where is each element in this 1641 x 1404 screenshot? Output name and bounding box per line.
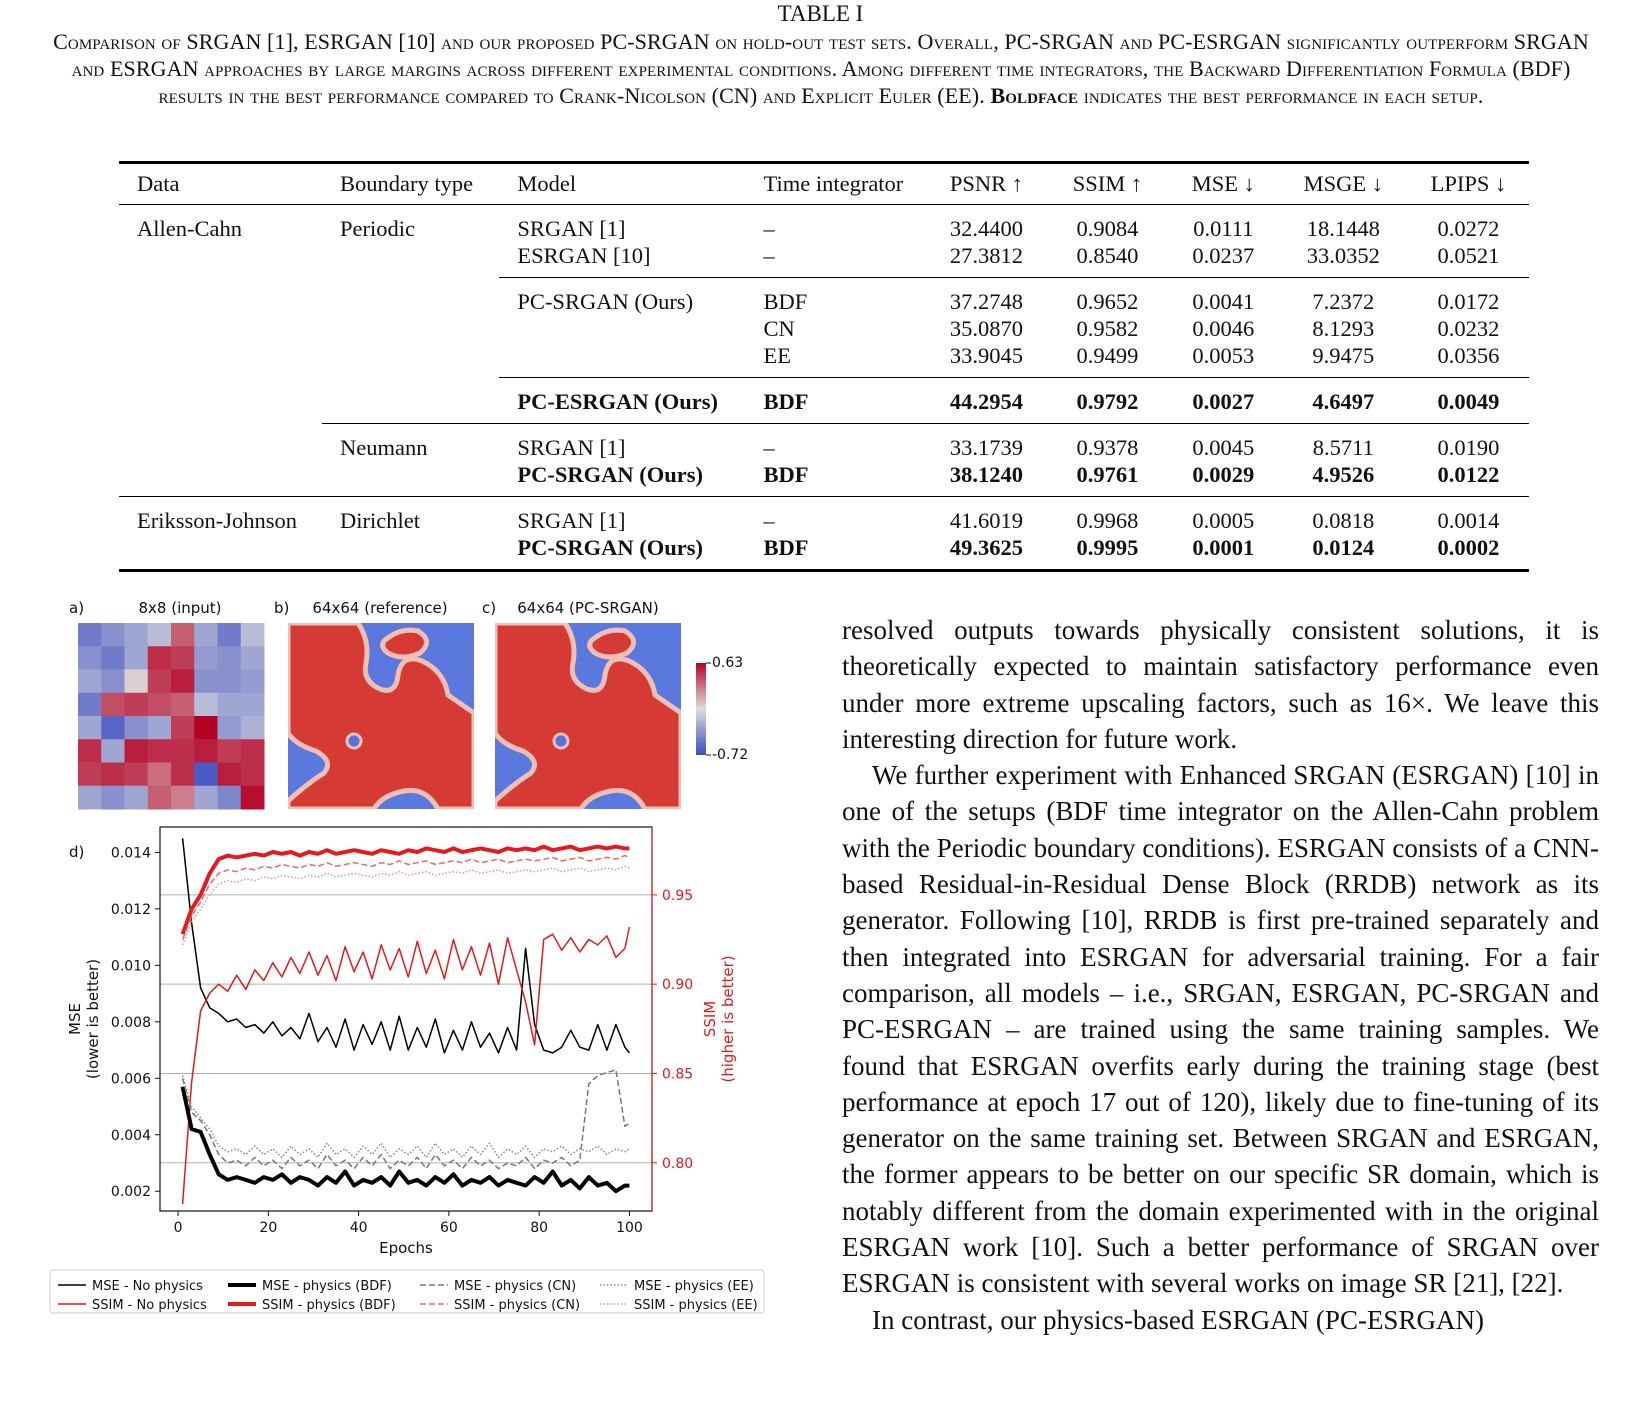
panel-d-letter: d) [69,843,85,861]
table-cell-data [119,461,322,497]
input-cell [194,763,218,787]
table-cell-boundary [322,242,499,278]
table-cell-msge: 4.6497 [1279,378,1408,424]
table-cell-integrator: CN [763,316,795,341]
table-cell-msge: 0.0124 [1279,534,1408,571]
table-cell-boundary: Dirichlet [322,497,499,535]
series-line-3 [183,847,630,935]
table-cell-ssim: 0.9995 [1047,534,1168,571]
header-ssim: SSIM ↑ [1072,171,1143,196]
results-table [119,161,1529,572]
table-cell-mse: 0.0001 [1168,534,1279,571]
table-cell-boundary [322,315,499,342]
table-cell-mse: 0.0045 [1168,424,1279,462]
input-cell [148,693,172,717]
panel-a-letter: a) [69,599,85,618]
table-row [119,315,1529,342]
header-model: Model [517,171,577,196]
table-cell-msge: 8.1293 [1312,316,1375,341]
input-cell [171,739,195,763]
table-cell-integrator: BDF [746,378,926,424]
input-cell [218,623,242,647]
table-row [119,534,1529,571]
input-cell [148,623,172,647]
table-cell-psnr: 37.2748 [926,278,1047,316]
table-cell-ssim: 0.8540 [1076,243,1139,268]
y-axis-label-sub: (lower is better) [84,958,102,1080]
input-cell [78,693,102,717]
input-cell [148,646,172,670]
table-cell-msge: 9.9475 [1312,343,1375,368]
table-row [119,378,1529,424]
header-data: Data [137,171,180,196]
panel-c-title: 64x64 (PC-SRGAN) [517,599,659,618]
y-tick-label: 0.004 [110,1127,151,1144]
input-cell [194,693,218,717]
input-cell [218,646,242,670]
input-cell [125,786,149,810]
y2-axis-label: SSIM [701,1000,719,1038]
input-cell [241,623,265,647]
reference-field [288,623,474,809]
table-cell-model: PC-ESRGAN (Ours) [499,378,745,424]
table-row [119,461,1529,497]
table-cell-psnr: 33.1739 [926,424,1047,462]
panel-b-title: 64x64 (reference) [312,599,448,618]
input-cell [194,623,218,647]
table-cell-data [119,242,322,278]
input-cell [171,646,195,670]
table-cell-data [119,315,322,342]
table-cell-mse: 0.0027 [1168,378,1279,424]
table-cell-boundary [322,342,499,378]
table-cell-msge: 7.2372 [1279,278,1408,316]
table-cell-boundary [322,278,499,316]
table-cell-data: Eriksson-Johnson [119,497,322,535]
input-cell [241,716,265,740]
input-cell [241,670,265,694]
table-cell-psnr: 35.0870 [949,316,1024,341]
table-cell-integrator: BDF [763,462,809,487]
table-cell-model [499,315,745,342]
input-cell [171,786,195,810]
table-row [119,497,1529,535]
table-cell-integrator: – [763,243,775,268]
table-cell-lpips: 0.0002 [1408,534,1529,571]
input-cell [194,646,218,670]
header-msge: MSGE ↓ [1303,171,1384,196]
y-axis-label: MSE [66,1003,84,1035]
table-cell-boundary [322,461,499,497]
plot-frame [160,827,652,1211]
colorbar [696,663,706,755]
input-cell [101,670,125,694]
table-cell-ssim: 0.9652 [1047,278,1168,316]
series-line-6 [183,1076,630,1158]
table-cell-ssim: 0.9968 [1047,497,1168,535]
input-cell [101,693,125,717]
table-cell-boundary: Periodic [340,216,416,241]
plot-area [183,838,630,1204]
input-cell [218,693,242,717]
x-tick-label: 80 [530,1220,549,1236]
input-cell [125,670,149,694]
input-cell [218,739,242,763]
colorbar-max-label: 0.63 [712,655,744,671]
input-cell [125,623,149,647]
y-tick-label: 0.002 [110,1184,151,1201]
table-cell-integrator: BDF [746,534,926,571]
y-tick-label: 0.014 [110,845,151,862]
table-cell-data [119,278,322,316]
input-cell [101,716,125,740]
table-cell-model [499,342,745,378]
input-cell [148,786,172,810]
input-cell [101,763,125,787]
table-caption [48,28,1594,109]
input-cell [148,739,172,763]
caption-bold: Boldface [990,83,1079,108]
input-cell [171,670,195,694]
y-tick-label: 0.010 [110,958,151,975]
caption-end: indicates the best performance in each setup. [1083,83,1484,108]
panel-c-letter: c) [482,599,497,618]
x-tick-label: 0 [173,1220,183,1236]
legend-entry: MSE - No physics [92,1279,203,1294]
input-cell [218,786,242,810]
input-cell [101,623,125,647]
legend-entry: SSIM - physics (EE) [634,1298,758,1313]
table-row [119,278,1529,316]
table-cell-msge: 18.1448 [1306,216,1380,241]
table-cell-integrator: – [746,424,926,462]
prediction-field [495,623,681,809]
input-cell [218,763,242,787]
y2-tick-label: 0.90 [662,977,694,994]
table-cell-msge: 0.0818 [1279,497,1408,535]
table-cell-data [119,342,322,378]
table-cell-msge: 4.9526 [1312,462,1375,487]
table-cell-data [119,378,322,424]
table-cell-mse: 0.0053 [1192,343,1255,368]
table-cell-model: SRGAN [1] [517,216,626,241]
input-cell [78,670,102,694]
x-tick-label: 100 [616,1220,643,1236]
y2-tick-label: 0.95 [662,887,694,904]
table-cell-mse: 0.0005 [1168,497,1279,535]
body-text [842,612,1599,1338]
header-psnr: PSNR ↑ [949,171,1024,196]
table-cell-data: Allen-Cahn [137,216,242,241]
x-tick-label: 20 [259,1220,278,1236]
header-mse: MSE ↓ [1191,171,1255,196]
figure-svg [50,599,810,1399]
table-label: TABLE I [777,1,864,26]
table-row [119,342,1529,378]
table-cell-lpips: 0.0272 [1437,216,1500,241]
legend-entry: SSIM - No physics [92,1298,207,1313]
input-cell [101,646,125,670]
table-cell-psnr: 44.2954 [926,378,1047,424]
input-cell [194,716,218,740]
input-cell [241,693,265,717]
figure [50,599,810,1399]
y-tick-label: 0.008 [110,1014,151,1031]
legend-entry: MSE - physics (BDF) [262,1279,392,1294]
table-cell-mse: 0.0111 [1193,216,1254,241]
input-cell [101,786,125,810]
table-cell-lpips: 0.0190 [1408,424,1529,462]
y-tick-label: 0.006 [110,1071,151,1088]
series-line-7 [183,866,630,945]
input-cell [78,716,102,740]
table-cell-psnr: 27.3812 [949,243,1024,268]
table-cell-psnr: 38.1240 [949,462,1024,487]
input-cell [241,763,265,787]
input-cell [241,646,265,670]
table-body [119,205,1529,571]
input-cell [125,646,149,670]
input-cell [78,786,102,810]
header-lpips: LPIPS ↓ [1430,171,1507,196]
input-cell [148,716,172,740]
table-cell-model: ESRGAN [10] [517,243,651,268]
table-cell-psnr: 33.9045 [949,343,1024,368]
input-cell [125,716,149,740]
paragraph-2: We further experiment with Enhanced SRGAN (ESRGAN) [10] in one of the setups (BDF time integrator on the Allen-Cahn problem with the Periodic boundary conditions). ESRGAN consists of a CNN-based Residual-in-Residual Dense Block (RRDB) network as its generator. Following [10], RRDB is first pre-trained separately and then integrated into ESRGAN for adversarial training. For a fair comparison, all models – i.e., SRGAN, ESRGAN, PC-SRGAN and PC-ESRGAN – are trained using the same training samples. We found that ESRGAN overfits early during the training stage (best performance at epoch 17 out of 120), likely due to fine-tuning of its generator on the same training set. Between SRGAN and ESRGAN, the former appears to be better on our specific SR domain, which is notably different from the domain experimented with in the original ESRGAN work [10]. Such a better performance of SRGAN over ESRGAN is consistent with several works on image SR [21], [22]. [842,760,1599,1299]
input-cell [78,646,102,670]
table-cell-ssim: 0.9084 [1076,216,1139,241]
input-cell [148,763,172,787]
input-cell [78,739,102,763]
input-cell [171,623,195,647]
table-cell-integrator: BDF [746,278,926,316]
input-cell [194,739,218,763]
input-cell [218,670,242,694]
table-cell-boundary [322,534,499,571]
table-cell-mse: 0.0237 [1192,243,1255,268]
colorbar-min-label: -0.72 [712,747,749,763]
header-boundary: Boundary type [340,171,474,196]
series-line-2 [183,1087,630,1191]
input-cell [148,670,172,694]
y2-tick-label: 0.80 [662,1155,694,1172]
series-line-0 [183,838,630,1053]
input-cell [171,716,195,740]
table-cell-lpips: 0.0356 [1437,343,1500,368]
header-integrator: Time integrator [763,171,904,196]
x-axis-label: Epochs [379,1239,433,1257]
series-line-4 [183,1070,630,1169]
table-cell-psnr: 41.6019 [926,497,1047,535]
table-row [119,205,1529,243]
y2-tick-label: 0.85 [662,1066,694,1083]
table-cell-ssim: 0.9761 [1076,462,1139,487]
panel-b-letter: b) [274,599,290,618]
legend-entry: SSIM - physics (CN) [454,1298,581,1313]
table-row [119,242,1529,278]
table-cell-psnr: 49.3625 [926,534,1047,571]
table-cell-lpips: 0.0232 [1437,316,1500,341]
y-tick-label: 0.012 [110,901,151,918]
input-cell [125,763,149,787]
input-cell [194,786,218,810]
paragraph-1: resolved outputs towards physically consistent solutions, it is theoretically expected to maintain satisfactory performance even under more extreme upscaling factors, such as 16×. We leave this interesting direction for future work. [842,615,1599,754]
table-cell-ssim: 0.9792 [1047,378,1168,424]
panel-a-title: 8x8 (input) [138,599,222,618]
series-line-5 [183,856,630,940]
caption-text: Comparison of SRGAN [1], ESRGAN [10] and our proposed PC-SRGAN on hold-out test sets. Overall, PC-SRGAN and PC-ESRGAN significantly outperform SRGAN and ESRGAN approaches by large margins across different experimental conditions. Among different time integrators, the Backward Differentiation Formula (BDF) results in the best performance compared to Crank-Nicolson (CN) and Explicit Euler (EE). [53,29,1589,108]
table-cell-model: PC-SRGAN (Ours) [499,534,745,571]
table-cell-model: PC-SRGAN (Ours) [517,462,704,487]
legend-entry: MSE - physics (EE) [634,1279,754,1294]
input-cell [194,670,218,694]
table-cell-lpips: 0.0122 [1437,462,1500,487]
table-cell-mse: 0.0041 [1168,278,1279,316]
table-cell-lpips: 0.0014 [1408,497,1529,535]
input-cell [101,739,125,763]
input-cell [218,716,242,740]
table-cell-model: SRGAN [1] [499,424,745,462]
table-cell-boundary: Neumann [322,424,499,462]
input-cell [78,763,102,787]
table-cell-ssim: 0.9499 [1076,343,1139,368]
table-cell-lpips: 0.0049 [1408,378,1529,424]
input-cell [125,739,149,763]
table-cell-integrator: EE [763,343,792,368]
x-tick-label: 40 [349,1220,368,1236]
table-cell-model: PC-SRGAN (Ours) [499,278,745,316]
table-header-row [119,163,1529,205]
table-cell-model: SRGAN [1] [499,497,745,535]
table-cell-psnr: 32.4400 [949,216,1024,241]
legend-entry: MSE - physics (CN) [454,1279,577,1294]
table-cell-msge: 8.5711 [1279,424,1408,462]
paragraph-3: In contrast, our physics-based ESRGAN (PC-ESRGAN) [872,1304,1484,1335]
table-cell-msge: 33.0352 [1306,243,1380,268]
input-cell [241,739,265,763]
input-cell [241,786,265,810]
input-cell [78,623,102,647]
table-cell-boundary [322,378,499,424]
table-cell-integrator: – [763,216,775,241]
table-cell-lpips: 0.0172 [1408,278,1529,316]
table-row [119,424,1529,462]
legend-entry: SSIM - physics (BDF) [262,1298,396,1313]
input-cell [171,693,195,717]
input-cell [171,763,195,787]
table-cell-mse: 0.0046 [1192,316,1255,341]
table-cell-data [119,534,322,571]
input-cell [125,693,149,717]
table-cell-ssim: 0.9378 [1047,424,1168,462]
table-cell-integrator: – [746,497,926,535]
table-cell-data [119,424,322,462]
table-cell-lpips: 0.0521 [1437,243,1500,268]
table-cell-mse: 0.0029 [1192,462,1255,487]
y2-axis-label-sub: (higher is better) [719,955,737,1083]
table-cell-ssim: 0.9582 [1076,316,1139,341]
x-tick-label: 60 [439,1220,458,1236]
